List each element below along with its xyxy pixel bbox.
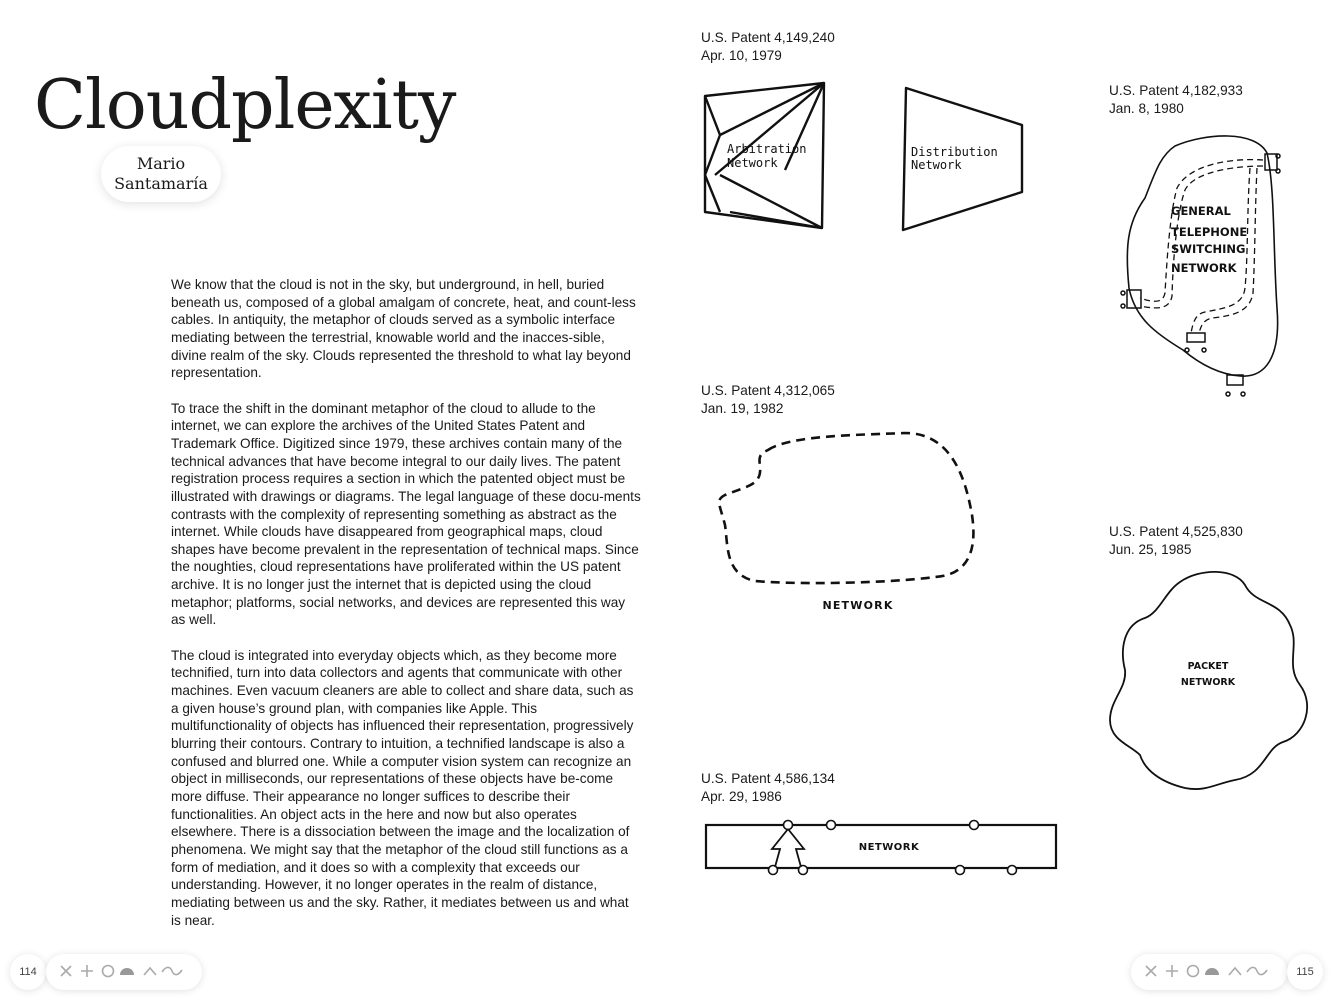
page-number-left: 114 <box>10 954 46 990</box>
patent-caption-4525830 <box>1109 523 1243 559</box>
cross-icon <box>61 966 71 976</box>
figure-label: NETWORK <box>858 842 920 853</box>
figure-label: GENERAL <box>1171 204 1231 218</box>
author-last-name: Santamaría <box>114 174 208 193</box>
figure-label: NETWORK <box>822 599 894 612</box>
wave-icon <box>1247 967 1267 974</box>
patent-figure-4149240 <box>700 80 1030 235</box>
patent-caption-4586134 <box>701 770 835 806</box>
figure-label: NETWORK <box>1180 677 1236 688</box>
circle-icon <box>1188 966 1199 977</box>
patent-number: U.S. Patent 4,586,134 <box>701 771 835 786</box>
patent-number: U.S. Patent 4,182,933 <box>1109 83 1243 98</box>
paragraph: To trace the shift in the dominant metaphor of the cloud to allude to the internet, we can explore the archives of the United States Patent and Trademark Office. Digitized since 1979, these archives contain many of the technical advances that have become integral to our daily lives. The patent registration process requires a section in which the patented object must be illustrated with drawings or diagrams. The legal language of these docu-ments contrasts with the complexity of representing something as abstract as the internet. While clouds have disappeared from geographical maps, cloud shapes have become prevalent in the representation of technical maps. Since the noughties, cloud representations have proliferated within the US patent archive. It is no longer just the internet that is depicted using the cloud metaphor; platforms, social networks, and devices are represented this way as well. <box>171 400 641 628</box>
wave-icon <box>162 967 182 974</box>
figure-label: Network <box>727 156 778 170</box>
patent-figure-4525830 <box>1105 570 1315 795</box>
figure-label: TELEPHONE <box>1171 225 1248 239</box>
paragraph: The cloud is integrated into everyday objects which, as they become more technified, turn into data collectors and agents that communicate with other machines. Even vacuum cleaners are able to collect and share data, such as a given house’s ground plan, with companies like Apple. This multifunctionality of objects has influenced their representation, progressively blurring their contours. Contrary to intuition, a technified landscape is also a confused and blurred one. While a computer vision system can recognize an object in milliseconds, our representations of these objects have be-come more diffuse. Their appearance no longer suffices to describe their functionalities. An object acts in the here and now but also operates elsewhere. There is a dissociation between the image and the localization of phenomena. We might say that the metaphor of the cloud still functions as a form of mediation, and it does so with a complexity that exceeds our understanding. However, it no longer operates in the realm of distance, mediating between us and the sky. Rather, it mediates between us and what is near. <box>171 647 634 928</box>
footer-toolbar-right <box>1131 954 1287 990</box>
patent-date: Jan. 8, 1980 <box>1109 101 1184 116</box>
plus-icon <box>81 965 93 977</box>
author-first-name: Mario <box>136 154 186 173</box>
patent-date: Jan. 19, 1982 <box>701 401 784 416</box>
patent-caption-4182933 <box>1109 82 1243 118</box>
page-number-right: 115 <box>1287 954 1323 990</box>
article-title: Cloudplexity <box>34 66 456 145</box>
half-circle-icon <box>1205 968 1219 975</box>
patent-date: Apr. 29, 1986 <box>701 789 782 804</box>
article-body <box>171 276 641 947</box>
figure-label: PACKET <box>1187 661 1229 672</box>
plus-icon <box>1166 965 1178 977</box>
patent-date: Jun. 25, 1985 <box>1109 542 1192 557</box>
circle-icon <box>103 966 114 977</box>
patent-figure-4182933 <box>1115 128 1285 403</box>
figure-label: Arbitration <box>727 142 807 156</box>
patent-figure-4586134 <box>700 815 1062 881</box>
figure-label: Network <box>911 158 962 172</box>
patent-number: U.S. Patent 4,312,065 <box>701 383 835 398</box>
author-badge <box>101 146 221 202</box>
patent-caption-4312065 <box>701 382 835 418</box>
caret-icon <box>1229 968 1241 975</box>
patent-figure-4312065 <box>710 425 985 620</box>
patent-caption-4149240 <box>701 29 835 65</box>
patent-number: U.S. Patent 4,525,830 <box>1109 524 1243 539</box>
caret-icon <box>144 968 156 975</box>
patent-date: Apr. 10, 1979 <box>701 48 782 63</box>
cross-icon <box>1146 966 1156 976</box>
patent-number: U.S. Patent 4,149,240 <box>701 30 835 45</box>
paragraph: We know that the cloud is not in the sky, but underground, in hell, buried beneath us, composed of a global amalgam of concrete, heat, and count-less cables. In antiquity, the metaphor of clouds served as a symbolic interface mediating between the terrestrial, knowable world and the inacces-sible, divine realm of the sky. Clouds represented the threshold to what lay beyond representation. <box>171 277 636 381</box>
footer-toolbar-left <box>46 954 202 990</box>
figure-label: Distribution <box>911 145 998 159</box>
figure-label: SWITCHING <box>1171 242 1246 256</box>
half-circle-icon <box>120 968 134 975</box>
figure-label: NETWORK <box>1171 261 1237 275</box>
